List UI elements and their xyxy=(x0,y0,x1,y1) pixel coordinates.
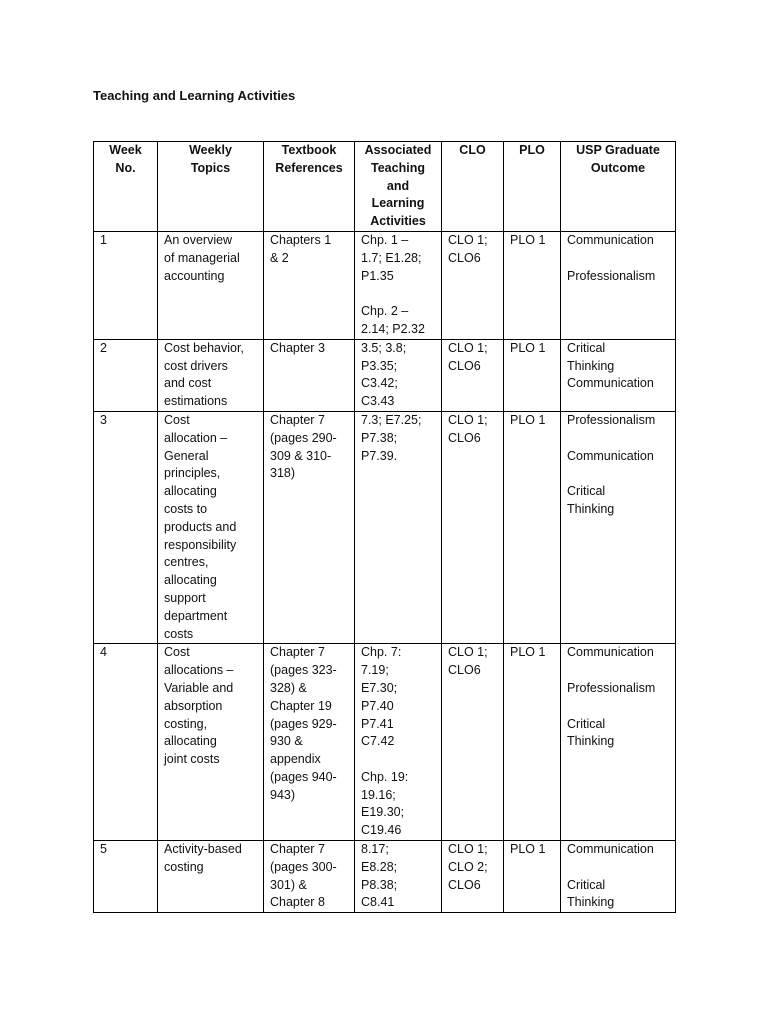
cell-references: Chapter 7 (pages 300- 301) & Chapter 8 xyxy=(264,841,355,913)
table-row xyxy=(94,644,676,841)
cell-clo: CLO 1; CLO6 xyxy=(442,231,504,339)
cell-outcome: Critical Thinking Communication xyxy=(561,339,676,411)
table-row xyxy=(94,411,676,643)
cell-plo: PLO 1 xyxy=(504,339,561,411)
cell-topics: Cost allocation – General principles, allocating costs to products and responsibility centres, allocating support department costs xyxy=(158,411,264,643)
cell-topics: Cost allocations – Variable and absorption costing, allocating joint costs xyxy=(158,644,264,841)
cell-activities: Chp. 1 – 1.7; E1.28; P1.35 Chp. 2 – 2.14; P2.32 xyxy=(355,231,442,339)
table-row xyxy=(94,231,676,339)
cell-plo: PLO 1 xyxy=(504,644,561,841)
cell-topics: Activity-based costing xyxy=(158,841,264,913)
cell-activities: 7.3; E7.25; P7.38; P7.39. xyxy=(355,411,442,643)
cell-clo: CLO 1; CLO 2; CLO6 xyxy=(442,841,504,913)
cell-clo: CLO 1; CLO6 xyxy=(442,644,504,841)
header-clo: CLO xyxy=(442,142,504,232)
cell-references: Chapter 7 (pages 323- 328) & Chapter 19 (pages 929- 930 & appendix (pages 940- 943) xyxy=(264,644,355,841)
header-week: Week No. xyxy=(94,142,158,232)
cell-outcome: Communication Critical Thinking xyxy=(561,841,676,913)
cell-week: 4 xyxy=(94,644,158,841)
header-activities: Associated Teaching and Learning Activities xyxy=(355,142,442,232)
table-header-row xyxy=(94,142,676,232)
cell-references: Chapter 7 (pages 290- 309 & 310- 318) xyxy=(264,411,355,643)
cell-activities: 8.17; E8.28; P8.38; C8.41 xyxy=(355,841,442,913)
activities-table xyxy=(93,141,676,913)
cell-week: 5 xyxy=(94,841,158,913)
cell-references: Chapter 3 xyxy=(264,339,355,411)
header-topics: Weekly Topics xyxy=(158,142,264,232)
cell-outcome: Communication Professionalism Critical Thinking xyxy=(561,644,676,841)
header-outcome: USP Graduate Outcome xyxy=(561,142,676,232)
cell-plo: PLO 1 xyxy=(504,411,561,643)
cell-outcome: Professionalism Communication Critical Thinking xyxy=(561,411,676,643)
cell-week: 2 xyxy=(94,339,158,411)
table-row xyxy=(94,841,676,913)
table-row xyxy=(94,339,676,411)
header-references: Textbook References xyxy=(264,142,355,232)
cell-activities: 3.5; 3.8; P3.35; C3.42; C3.43 xyxy=(355,339,442,411)
cell-references: Chapters 1 & 2 xyxy=(264,231,355,339)
cell-week: 1 xyxy=(94,231,158,339)
page-title: Teaching and Learning Activities xyxy=(93,88,296,103)
cell-topics: Cost behavior, cost drivers and cost estimations xyxy=(158,339,264,411)
cell-topics: An overview of managerial accounting xyxy=(158,231,264,339)
cell-plo: PLO 1 xyxy=(504,841,561,913)
cell-clo: CLO 1; CLO6 xyxy=(442,339,504,411)
cell-outcome: Communication Professionalism xyxy=(561,231,676,339)
cell-week: 3 xyxy=(94,411,158,643)
header-plo: PLO xyxy=(504,142,561,232)
cell-plo: PLO 1 xyxy=(504,231,561,339)
cell-activities: Chp. 7: 7.19; E7.30; P7.40 P7.41 C7.42 Chp. 19: 19.16; E19.30; C19.46 xyxy=(355,644,442,841)
cell-clo: CLO 1; CLO6 xyxy=(442,411,504,643)
